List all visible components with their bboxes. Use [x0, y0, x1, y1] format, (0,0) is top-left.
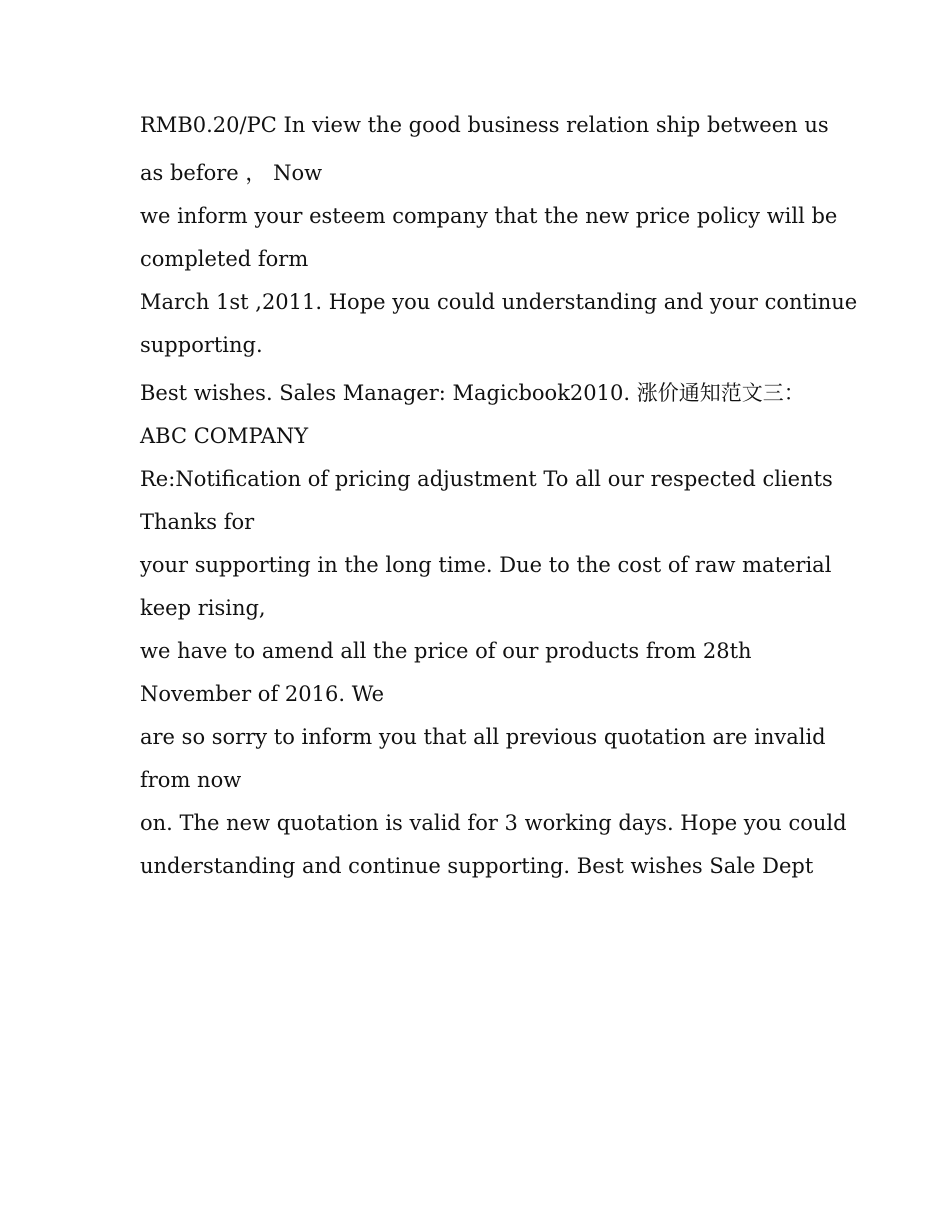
text-line: November of 2016. We: [140, 682, 384, 706]
text-line: we have to amend all the price of our products from 28th: [140, 639, 752, 663]
text-line: as before ， Now: [140, 161, 323, 185]
text-line: supporting.: [140, 333, 263, 357]
text-line: keep rising,: [140, 596, 266, 620]
text-line: understanding and continue supporting. Best wishes Sale Dept: [140, 854, 814, 878]
document-body: [140, 104, 858, 888]
text-line: your supporting in the long time. Due to the cost of raw material: [140, 553, 832, 577]
text-line: Thanks for: [140, 510, 255, 534]
text-line: on. The new quotation is valid for 3 working days. Hope you could: [140, 811, 847, 835]
text-line: we inform your esteem company that the new price policy will be: [140, 204, 838, 228]
text-line: completed form: [140, 247, 309, 271]
text-line: from now: [140, 768, 242, 792]
text-line: are so sorry to inform you that all previous quotation are invalid: [140, 725, 826, 749]
text-line: Re:Notification of pricing adjustment To all our respected clients: [140, 467, 833, 491]
text-line: RMB0.20/PC In view the good business relation ship between us: [140, 113, 829, 137]
text-line: March 1st ,2011. Hope you could understanding and your continue: [140, 290, 858, 314]
text-line: ABC COMPANY: [140, 424, 309, 448]
text-line: Best wishes. Sales Manager: Magicbook2010. 涨价通知范文三：: [140, 381, 805, 405]
